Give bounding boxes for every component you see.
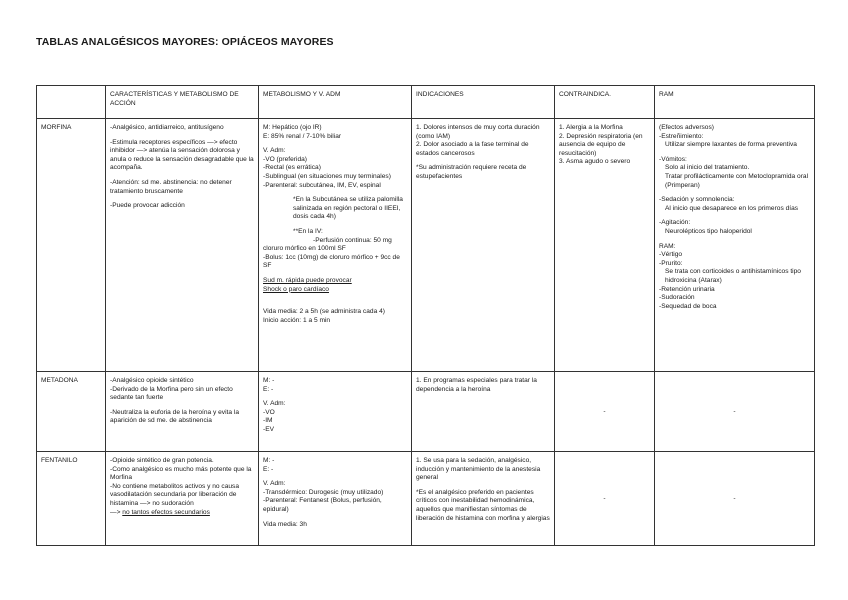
note-bolus-text: -Bolus: 1cc (10mg) de cloruro mórfico + 9cc de SF bbox=[263, 253, 400, 270]
metabolismo-cell bbox=[259, 119, 412, 372]
text-line: E: - bbox=[263, 465, 274, 473]
text-line: Inicio acción: 1 a 5 min bbox=[263, 316, 331, 324]
contraindicaciones-cell: - bbox=[555, 372, 655, 452]
metabolismo-cell bbox=[259, 372, 412, 452]
indicaciones-cell bbox=[412, 119, 555, 372]
text-line: -Puede provocar adicción bbox=[110, 202, 185, 210]
drug-name: MORFINA bbox=[37, 119, 106, 372]
header-contraindica: CONTRAINDICA. bbox=[555, 86, 655, 119]
text-line: RAM: bbox=[659, 242, 676, 250]
text-line: -Analgésico opioide sintético bbox=[110, 377, 194, 384]
text-line: (Efectos adversos) bbox=[659, 124, 714, 131]
text-line: V. Adm: bbox=[263, 147, 286, 155]
text-line: Vida media: 2 a 5h (se administra cada 4) bbox=[263, 308, 385, 316]
text-line: -Sublingual (en situaciones muy terminales) bbox=[263, 172, 391, 180]
ram-cell: - bbox=[655, 372, 815, 452]
text-line: *Es el analgésico preferido en pacientes críticos con inestabilidad hemodinámica, aquellos que manifiestan síntomas de liberación de histamina con morfina y alergias bbox=[416, 488, 550, 522]
text-line: Tratar profilácticamente con Metoclopramida oral (Primperan) bbox=[665, 172, 809, 189]
text-line: -Estimula receptores específicos —> efecto inhibidor —> atenúa la sensación dolorosa y anula o reduce la sensación desagradable que la acompaña. bbox=[110, 138, 254, 172]
text-line: -No contiene metabolitos activos y no causa vasodilatación secundaria por liberación de histamina —> no sudoración bbox=[110, 482, 240, 507]
ram-cell bbox=[655, 119, 815, 372]
text-line: -Sudoración bbox=[659, 294, 695, 302]
warning-line: Shock o paro cardíaco bbox=[263, 285, 329, 293]
text-line: Al inicio que desaparece en los primeros días bbox=[665, 204, 799, 212]
drug-name: FENTANILO bbox=[37, 452, 106, 546]
text-line: -Sequedad de boca bbox=[659, 302, 717, 310]
text-line: E: - bbox=[263, 385, 274, 393]
text-line: -Vómitos: bbox=[659, 155, 687, 163]
caracteristicas-cell bbox=[106, 372, 259, 452]
arrow-text: —> bbox=[110, 508, 123, 516]
text-line: E: 85% renal / 7-10% biliar bbox=[263, 132, 342, 140]
ram-cell: - bbox=[655, 452, 815, 546]
text-line: 1. Dolores intensos de muy corta duración (como IAM) bbox=[416, 124, 540, 140]
note-perfusion bbox=[263, 237, 407, 254]
indicaciones-cell bbox=[412, 372, 555, 452]
underlined-text: no tantos efectos secundarios bbox=[122, 508, 210, 516]
note-perfusion-text: -Perfusión continua: 50 mg cloruro mórfico en 100ml SF bbox=[263, 236, 392, 253]
text-line: 2. Depresión respiratoria (en ausencia de equipo de resucitación) bbox=[559, 132, 643, 157]
text-line: -Agitación: bbox=[659, 219, 691, 227]
text-line: -Opioide sintético de gran potencia. bbox=[110, 457, 214, 464]
text-line: -Derivado de la Morfina pero sin un efecto sedante tan fuerte bbox=[110, 385, 233, 402]
text-line: -VO bbox=[263, 408, 275, 416]
text-line: Vida media: 3h bbox=[263, 520, 307, 528]
text-line: V. Adm: bbox=[263, 480, 286, 488]
text-line: -Rectal (es errática) bbox=[263, 164, 321, 172]
opioid-table bbox=[36, 85, 815, 546]
header-row bbox=[37, 86, 815, 119]
text-line: -VO (preferida) bbox=[263, 155, 307, 163]
note-iv: **En la IV: bbox=[293, 227, 323, 235]
contraindicaciones-cell: - bbox=[555, 452, 655, 546]
text-line: Se trata con corticoides o antihistamínicos tipo hidroxicina (Atarax) bbox=[665, 268, 801, 284]
page-title: TABLAS ANALGÉSICOS MAYORES: OPIÁCEOS MAYORES bbox=[36, 36, 334, 48]
text-line: -EV bbox=[263, 425, 274, 433]
indicaciones-cell bbox=[412, 452, 555, 546]
text-line: -Retención urinaria bbox=[659, 285, 715, 293]
header-metabolismo: METABOLISMO Y V. ADM bbox=[259, 86, 412, 119]
table-row-metadona bbox=[37, 372, 815, 452]
note-subcutanea: *En la Subcutánea se utiliza palomilla salinizada en región pectoral o IIEEI, dosis cada 4h) bbox=[293, 196, 403, 221]
text-line: -Transdérmico: Durogesic (muy utilizado) bbox=[263, 488, 384, 496]
header-indicaciones: INDICACIONES bbox=[412, 86, 555, 119]
text-line: -Como analgésico es mucho más potente que la Morfina bbox=[110, 465, 252, 482]
text-line: 3. Asma agudo o severo bbox=[559, 158, 631, 166]
text-line: -Vértigo bbox=[659, 251, 683, 259]
text-line: M: Hepático (ojo IR) bbox=[263, 124, 322, 131]
text-line: 1. En programas especiales para tratar la dependencia a la heroína bbox=[416, 377, 537, 393]
text-line: *Su administración requiere receta de estupefacientes bbox=[416, 164, 527, 180]
text-line: 2. Dolor asociado a la fase terminal de estados cancerosos bbox=[416, 141, 529, 157]
text-line: 1. Alergia a la Morfina bbox=[559, 124, 623, 131]
text-line: -IM bbox=[263, 417, 273, 425]
text-line: M: - bbox=[263, 457, 275, 464]
header-cell-blank bbox=[37, 86, 106, 119]
warning-line: Sud m. rápida puede provocar bbox=[263, 276, 352, 284]
text-line: Neurolépticos tipo haloperidol bbox=[665, 227, 752, 235]
text-line: Solo al inicio del tratamiento. bbox=[665, 164, 750, 172]
drug-name: METADONA bbox=[37, 372, 106, 452]
caracteristicas-cell bbox=[106, 452, 259, 546]
caracteristicas-cell bbox=[106, 119, 259, 372]
text-line: -Sedación y somnolencia: bbox=[659, 196, 735, 204]
text-line: M: - bbox=[263, 377, 275, 384]
text-line: -Atención: sd me. abstinencia: no detener tratamiento bruscamente bbox=[110, 178, 232, 195]
text-line bbox=[110, 509, 254, 518]
contraindicaciones-cell bbox=[555, 119, 655, 372]
text-line: -Estreñimiento: bbox=[659, 132, 704, 140]
text-line: 1. Se usa para la sedación, analgésico, inducción y mantenimiento de la anestesia general bbox=[416, 457, 541, 482]
table-row-morfina bbox=[37, 119, 815, 372]
text-line: -Prurito: bbox=[659, 259, 683, 267]
metabolismo-cell bbox=[259, 452, 412, 546]
text-line: Utilizar siempre laxantes de forma preventiva bbox=[665, 141, 797, 149]
text-line: -Parenteral: subcutánea, IM, EV, espinal bbox=[263, 181, 381, 189]
text-line: -Neutraliza la euforia de la heroína y evita la aparición de sd me. de abstinencia bbox=[110, 408, 240, 425]
header-caracteristicas: CARACTERÍSTICAS Y METABOLISMO DE ACCIÓN bbox=[106, 86, 259, 119]
text-line: -Parenteral: Fentanest (Bolus, perfusión, epidural) bbox=[263, 497, 382, 513]
text-line: -Analgésico, antidiarreico, antitusígeno bbox=[110, 124, 224, 131]
text-line: V. Adm: bbox=[263, 400, 286, 408]
note-bolus bbox=[263, 254, 407, 271]
header-ram: RAM bbox=[655, 86, 815, 119]
table-row-fentanilo bbox=[37, 452, 815, 546]
